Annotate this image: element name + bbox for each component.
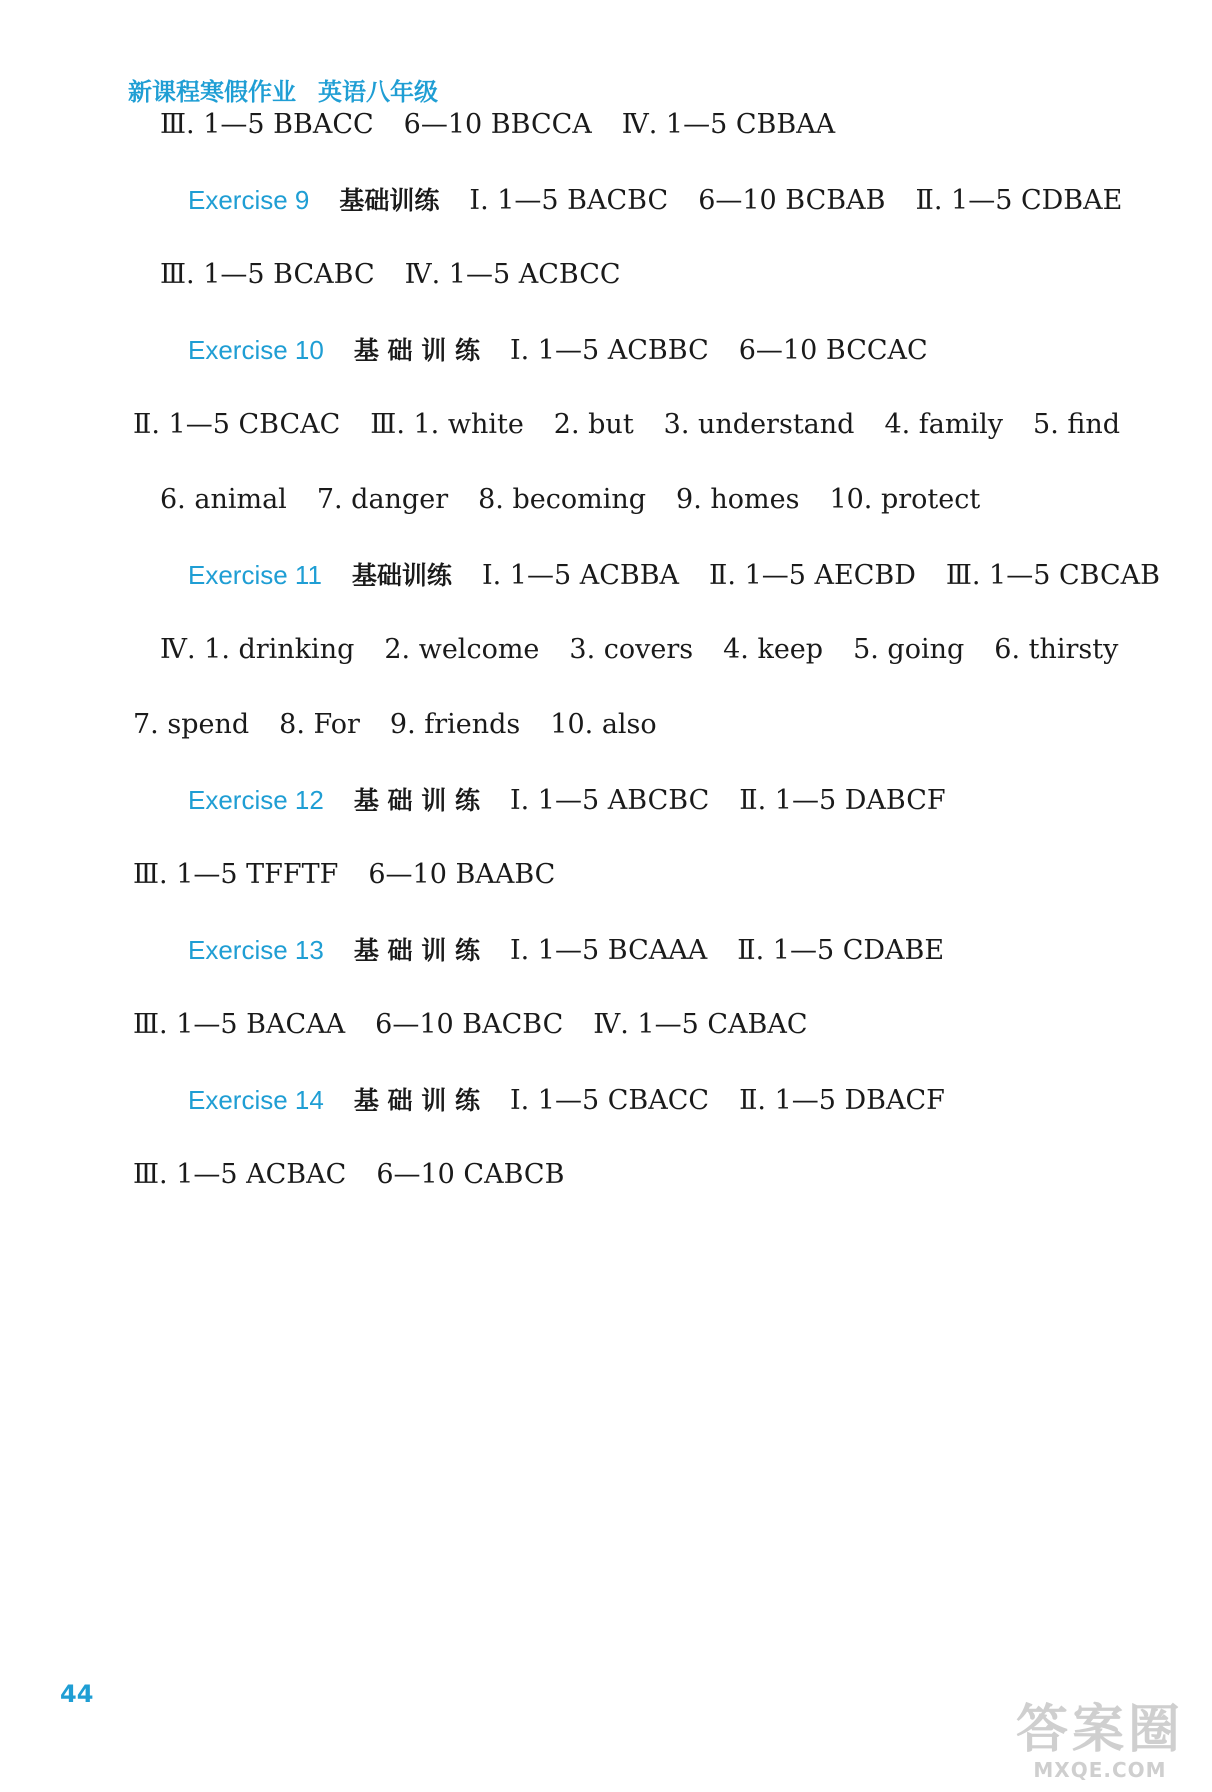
answer-segment: 6—10 CABCB	[376, 1159, 565, 1190]
answer-segment: 4. keep	[723, 634, 824, 665]
answer-segment: 6—10 BCCAC	[738, 335, 928, 366]
answer-segment: 4. family	[884, 409, 1004, 440]
section-heading: 基 础 训 练	[353, 786, 480, 815]
answer-segment: 8. For	[279, 709, 360, 740]
answer-segment: Ⅲ. 1—5 BCABC	[160, 259, 375, 290]
answer-segment: 10. protect	[829, 484, 981, 515]
answer-segment: Ⅰ. 1—5 CBACC	[509, 1085, 710, 1116]
page-number: 44	[60, 1680, 94, 1708]
answer-segment: Ⅲ. 1—5 BACAA	[133, 1009, 346, 1040]
answer-segment: Ⅳ. 1—5 ACBCC	[404, 259, 621, 290]
answer-segment: 6—10 BAABC	[368, 859, 556, 890]
answer-segment: 9. homes	[676, 484, 800, 515]
answer-segment: 7. danger	[316, 484, 449, 515]
page-header	[128, 72, 438, 107]
watermark	[1000, 1702, 1200, 1782]
answer-line	[188, 1083, 945, 1118]
answer-segment: 6—10 BACBC	[375, 1009, 564, 1040]
answer-segment: 7. spend	[133, 709, 250, 740]
answer-line	[133, 1008, 808, 1042]
answer-line	[133, 858, 555, 892]
answer-line	[188, 333, 928, 368]
answer-segment: Ⅰ. 1—5 ACBBA	[481, 560, 680, 591]
exercise-label: Exercise 11	[188, 560, 322, 590]
answer-segment: Ⅱ. 1—5 DABCF	[739, 785, 946, 816]
answer-segment: 2. welcome	[384, 634, 540, 665]
answer-segment: Ⅳ. 1. drinking	[160, 634, 355, 665]
answer-segment: 9. friends	[389, 709, 521, 740]
answer-segment: 10. also	[550, 709, 657, 740]
answer-segment: 3. understand	[663, 409, 855, 440]
answer-line	[188, 558, 1160, 593]
answer-line	[160, 108, 835, 142]
book-title: 新课程寒假作业	[128, 78, 296, 106]
answer-segment: Ⅱ. 1—5 DBACF	[739, 1085, 945, 1116]
answer-line	[160, 483, 980, 517]
answer-segment: Ⅲ. 1. white	[370, 409, 524, 440]
answer-segment: Ⅰ. 1—5 ABCBC	[509, 785, 710, 816]
answer-segment: Ⅳ. 1—5 CBBAA	[621, 109, 836, 140]
exercise-label: Exercise 13	[188, 935, 324, 965]
exercise-label: Exercise 9	[188, 185, 310, 215]
answer-segment: Ⅱ. 1—5 AECBD	[709, 560, 916, 591]
section-heading: 基础训练	[339, 186, 440, 215]
answer-segment: 2. but	[553, 409, 634, 440]
answer-segment: 5. going	[853, 634, 965, 665]
answer-line	[188, 783, 946, 818]
answer-segment: Ⅲ. 1—5 CBCAB	[945, 560, 1161, 591]
answer-segment: Ⅰ. 1—5 BCAAA	[509, 935, 708, 966]
answer-segment: Ⅲ. 1—5 ACBAC	[133, 1159, 347, 1190]
answer-segment: 6—10 BBCCA	[403, 109, 592, 140]
answer-line	[160, 633, 1118, 667]
section-heading: 基 础 训 练	[353, 936, 480, 965]
answer-segment: 6—10 BCBAB	[698, 185, 886, 216]
subject-title: 英语八年级	[318, 78, 438, 106]
answer-segment: 6. thirsty	[994, 634, 1119, 665]
watermark-url: MXQE.COM	[1033, 1758, 1167, 1782]
section-heading: 基 础 训 练	[353, 1086, 480, 1115]
section-heading: 基础训练	[351, 561, 452, 590]
answer-segment: Ⅲ. 1—5 BBACC	[160, 109, 374, 140]
answer-segment: 3. covers	[569, 634, 694, 665]
answer-segment: Ⅳ. 1—5 CABAC	[593, 1009, 808, 1040]
answer-segment: Ⅱ. 1—5 CDBAE	[915, 185, 1123, 216]
exercise-label: Exercise 14	[188, 1085, 324, 1115]
answer-segment: 8. becoming	[478, 484, 647, 515]
answer-segment: Ⅱ. 1—5 CBCAC	[133, 409, 341, 440]
exercise-label: Exercise 10	[188, 335, 324, 365]
answer-segment: Ⅰ. 1—5 BACBC	[469, 185, 669, 216]
watermark-text: 答案圈	[1015, 1700, 1184, 1760]
answer-line	[133, 1158, 564, 1192]
answer-line	[188, 183, 1122, 218]
answer-segment: 5. find	[1033, 409, 1121, 440]
answer-segment: Ⅱ. 1—5 CDABE	[737, 935, 945, 966]
answer-segment: 6. animal	[160, 484, 287, 515]
answer-line	[188, 933, 944, 968]
answer-line	[160, 258, 621, 292]
answer-segment: Ⅲ. 1—5 TFFTF	[133, 859, 339, 890]
answer-line	[133, 708, 657, 742]
answer-line	[133, 408, 1120, 442]
exercise-label: Exercise 12	[188, 785, 324, 815]
section-heading: 基 础 训 练	[353, 336, 480, 365]
answer-segment: Ⅰ. 1—5 ACBBC	[509, 335, 709, 366]
